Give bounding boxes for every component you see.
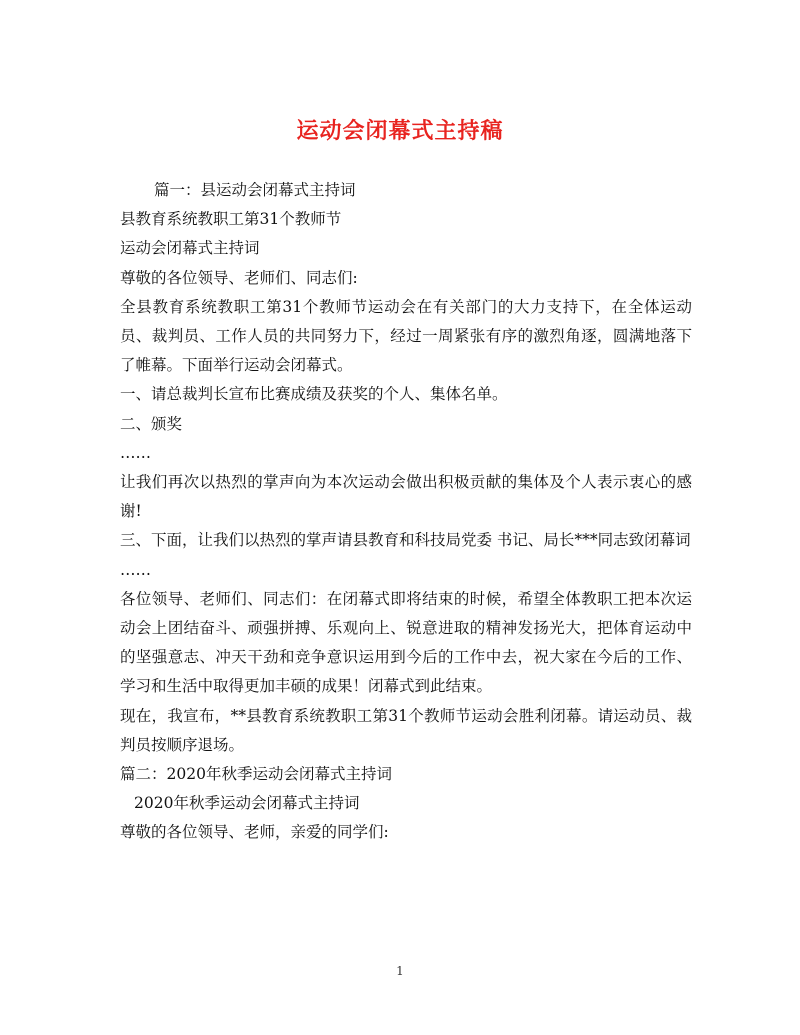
paragraph: 运动会闭幕式主持词: [120, 239, 260, 258]
salutation: 尊敬的各位领导、老师，亲爱的同学们:: [120, 823, 389, 842]
section-heading-1: 篇一：县运动会闭幕式主持词: [154, 181, 356, 199]
paragraph: 各位领导、老师们、同志们：在闭幕式即将结束的时候，希望全体教职工把本次运动会上团结奋斗、顽强拼搏、乐观向上、锐意进取的精神发扬光大，把体育运动中的坚强意志、冲天干劲和竞争意识运用到今后的工作中去，祝大家在今后的工作、学习和生活中取得更加丰硕的成果！闭幕式到此结束。: [120, 589, 692, 696]
paragraph: 县教育系统教职工第31个教师节: [120, 210, 342, 229]
agenda-item: 一、请总裁判长宣布比赛成绩及获奖的个人、集体名单。: [120, 385, 508, 404]
agenda-item: 三、下面，让我们以热烈的掌声请县教育和科技局党委 书记、局长***同志致闭幕词: [120, 531, 691, 550]
agenda-item: 二、颁奖: [120, 414, 183, 433]
page-number: 1: [396, 964, 404, 978]
section-heading-2: 篇二：2020年秋季运动会闭幕式主持词: [120, 765, 392, 784]
salutation: 尊敬的各位领导、老师们、同志们:: [120, 268, 358, 287]
paragraph: 2020年秋季运动会闭幕式主持词: [134, 794, 360, 813]
paragraph: 让我们再次以热烈的掌声向为本次运动会做出积极贡献的集体及个人表示衷心的感谢!: [120, 473, 692, 521]
paragraph: 全县教育系统教职工第31个教师节运动会在有关部门的大力支持下，在全体运动员、裁判员、工作人员的共同努力下，经过一周紧张有序的激烈角逐，圆满地落下了帷幕。下面举行运动会闭幕式。: [120, 297, 692, 375]
document-body: [120, 176, 692, 848]
ellipsis: ……: [120, 443, 151, 462]
ellipsis: ……: [120, 560, 151, 579]
paragraph: 现在，我宣布，**县教育系统教职工第31个教师节运动会胜利闭幕。请运动员、裁判员按顺序退场。: [120, 706, 692, 754]
document-title: 运动会闭幕式主持稿: [296, 118, 504, 144]
